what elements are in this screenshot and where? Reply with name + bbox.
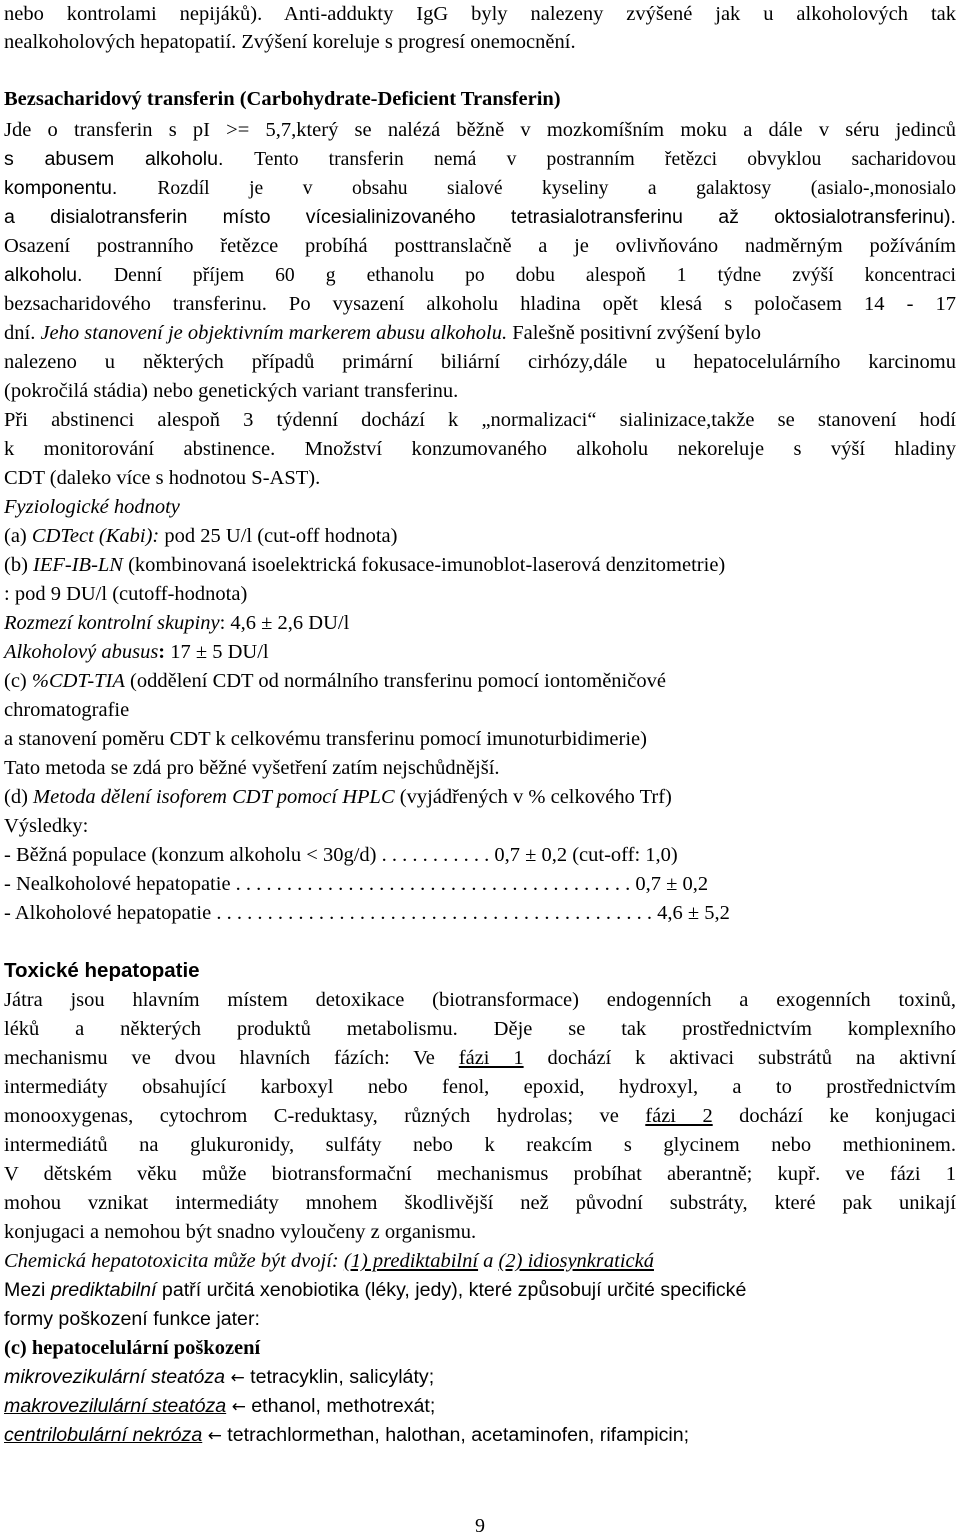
text-segment: pod 25 U/l (cut-off hodnota)	[159, 525, 398, 547]
text-segment: (c) hepatocelulární poškození	[4, 1337, 261, 1359]
text-line	[4, 1305, 260, 1333]
text-segment: mechanismu ve dvou hlavních fázích: Ve	[4, 1047, 459, 1069]
text-segment: - Běžná populace (konzum alkoholu < 30g/d) . . . . . . . . . . . 0,7 ± 0,2 (cut-off: 1,0)	[4, 844, 678, 866]
text-segment: dní.	[4, 322, 41, 344]
text-segment: chromatografie	[4, 699, 130, 721]
text-segment: Játra jsou hlavním místem detoxikace (biotransformace) endogenních a exogenních toxinů,	[4, 989, 956, 1011]
text-line	[4, 899, 730, 927]
text-line	[4, 957, 200, 985]
text-line	[4, 435, 956, 463]
text-segment: nalezeno u některých případů primární biliární cirhózy,dále u hepatocelulárního karcinomu	[4, 351, 956, 373]
text-segment: komponentu.	[4, 177, 158, 199]
text-line	[4, 870, 708, 898]
text-segment: (1) prediktabilní	[343, 1250, 479, 1272]
text-segment: nealkoholových hepatopatií. Zvýšení koreluje s progresí onemocnění.	[4, 31, 576, 53]
text-segment: tetracyklin, salicyláty;	[250, 1366, 435, 1388]
text-segment: Tento transferin nemá v postranním řetězci obvyklou sacharidovou	[254, 149, 956, 170]
text-segment: intermediáty obsahující karboxyl nebo fenol, epoxid, hydroxyl, a to prostřednictvím	[4, 1076, 956, 1098]
text-line	[4, 667, 666, 695]
text-line	[4, 1073, 956, 1101]
text-segment: Při abstinenci alespoň 3 týdenní dochází k „normalizaci“ sialinizace,takže se stanovení hodí	[4, 409, 956, 431]
text-line	[4, 203, 956, 231]
text-segment: Metoda dělení isoforem CDT pomocí HPLC	[33, 786, 395, 808]
text-segment: Tato metoda se zdá pro běžné vyšetření zatím nejschůdnější.	[4, 757, 500, 779]
text-line	[4, 1189, 956, 1217]
text-segment: Jde o transferin s pI >= 5,7,který se nalézá běžně v mozkomíšním moku a dále v séru jedinců	[4, 119, 956, 141]
text-line	[4, 522, 397, 550]
text-segment: mohou vznikat intermediáty mnohem škodlivější než původní substráty, které pak unikají	[4, 1192, 956, 1214]
text-segment: konjugaci a nemohou být snadno vyloučeny z organismu.	[4, 1221, 477, 1243]
text-segment: Mezi	[4, 1279, 51, 1301]
text-segment: nebo kontrolami nepijáků). Anti-addukty IgG byly nalezeny zvýšené jak u alkoholových tak	[4, 3, 956, 25]
text-line	[4, 812, 88, 840]
arrow-icon: ←	[226, 1397, 252, 1417]
text-line	[4, 377, 458, 405]
text-segment: Bezsacharidový transferin (Carbohydrate-Deficient Transferin)	[4, 88, 561, 110]
text-segment: fázi 2	[645, 1105, 713, 1127]
text-line	[4, 290, 956, 318]
text-segment: - Nealkoholové hepatopatie . . . . . . . . . . . . . . . . . . . . . . . . . . . . . . . . . . . . . . . 0,7 ± 0,2	[4, 873, 709, 895]
text-segment: : 4,6 ± 2,6 DU/l	[219, 612, 350, 634]
arrow-icon: ←	[202, 1426, 228, 1446]
text-segment: makrovezilulární steatóza	[4, 1395, 227, 1417]
text-segment: ethanol, methotrexát;	[251, 1395, 436, 1417]
text-segment: (vyjádřených v % celkového Trf)	[394, 786, 672, 808]
page-number: 9	[475, 1515, 485, 1537]
text-segment: Rozmezí kontrolní skupiny	[4, 612, 220, 634]
text-segment: Chemická hepatotoxicita může být dvojí:	[4, 1250, 344, 1272]
text-segment: (kombinovaná isoelektrická fokusace-imunoblot-laserová denzitometrie)	[122, 554, 726, 576]
text-segment: Osazení postranního řetězce probíhá posttranslačně a je ovlivňováno nadměrným požíváním	[4, 235, 956, 257]
text-segment: (c)	[4, 670, 32, 692]
text-segment: Toxické hepatopatie	[4, 959, 200, 982]
text-segment: (oddělení CDT od normálního transferinu pomocí iontoměničové	[124, 670, 666, 692]
text-segment: tetrachlormethan, halothan, acetaminofen, rifampicin;	[227, 1424, 690, 1446]
text-segment: k monitorování abstinence. Množství konzumovaného alkoholu nekoreluje s výší hladiny	[4, 438, 956, 460]
text-line	[4, 116, 956, 144]
text-segment: Fyziologické hodnoty	[4, 496, 180, 518]
text-line	[4, 1392, 435, 1421]
text-line	[4, 725, 647, 753]
text-segment: %CDT-TIA	[31, 670, 125, 692]
text-line	[4, 145, 956, 174]
text-segment: (pokročilá stádia) nebo genetických variant transferinu.	[4, 380, 459, 402]
text-segment: CDT (daleko více s hodnotou S-AST).	[4, 467, 321, 489]
text-line	[4, 261, 956, 290]
text-segment: patří určitá xenobiotika (léky, jedy), které způsobují určité specifické	[156, 1279, 747, 1301]
text-segment: léků a některých produktů metabolismu. Děje se tak prostřednictvím komplexního	[4, 1018, 956, 1040]
text-line	[4, 1334, 260, 1362]
text-line	[4, 551, 725, 579]
text-segment: Jeho stanovení je objektivním markerem abusu alkoholu.	[40, 322, 508, 344]
text-line	[4, 841, 678, 869]
text-line	[4, 232, 956, 260]
text-segment: prediktabilní	[50, 1279, 157, 1301]
text-line	[4, 1363, 434, 1392]
text-segment: CDTect (Kabi):	[31, 525, 160, 547]
text-line	[4, 1421, 689, 1450]
text-line	[4, 1160, 956, 1188]
text-segment: : pod 9 DU/l (cutoff-hodnota)	[4, 583, 248, 605]
text-line	[4, 638, 269, 666]
text-segment: a disialotransferin místo vícesialinizovaného tetrasialotransferinu až oktosialotransferinu).	[4, 206, 956, 228]
text-line	[4, 319, 761, 347]
text-segment: dochází ke konjugaci	[712, 1105, 956, 1127]
text-segment: Rozdíl je v obsahu sialové kyseliny a galaktosy (asialo-,monosialo	[157, 178, 957, 199]
text-line	[4, 609, 349, 637]
text-segment: fázi 1	[458, 1047, 524, 1069]
text-line	[4, 1247, 654, 1275]
text-line	[4, 0, 956, 28]
text-line	[4, 406, 956, 434]
text-segment: :	[158, 641, 166, 663]
text-line	[4, 174, 956, 203]
text-line	[4, 493, 180, 521]
text-line	[4, 28, 576, 56]
text-segment: 17 ± 5 DU/l	[165, 641, 269, 663]
text-segment: (2) idiosynkratická	[498, 1250, 654, 1272]
text-line	[4, 986, 956, 1014]
text-segment: Denní příjem 60 g ethanolu po dobu alespoň 1 týdne zvýší koncentraci	[114, 265, 956, 286]
text-line	[4, 696, 129, 724]
text-segment: alkoholu.	[4, 264, 115, 286]
text-line	[4, 348, 956, 376]
text-segment: bezsacharidového transferinu. Po vysazení alkoholu hladina opět klesá s poločasem 14 - 17	[4, 293, 956, 315]
text-segment: monooxygenas, cytochrom C-reduktasy, různých hydrolas; ve	[4, 1105, 646, 1127]
text-segment: Falešně positivní zvýšení bylo	[507, 322, 762, 344]
text-line	[4, 1276, 746, 1304]
text-segment: s abusem alkoholu.	[4, 148, 255, 170]
text-line	[4, 1015, 956, 1043]
text-line	[4, 580, 247, 608]
text-line	[4, 1102, 956, 1130]
text-segment: formy poškození funkce jater:	[4, 1308, 260, 1330]
text-segment: mikrovezikulární steatóza	[4, 1366, 226, 1388]
text-segment: IEF-IB-LN	[33, 554, 123, 576]
text-line	[4, 783, 672, 811]
text-segment: Výsledky:	[4, 815, 89, 837]
text-segment: (a)	[4, 525, 32, 547]
text-segment: V dětském věku může biotransformační mechanismus probíhat aberantně; kupř. ve fázi 1	[4, 1163, 956, 1185]
text-segment: a stanovení poměru CDT k celkovému transferinu pomocí imunoturbidimerie)	[4, 728, 647, 750]
text-line	[4, 1131, 956, 1159]
arrow-icon: ←	[225, 1368, 251, 1388]
text-segment: dochází k aktivaci substrátů na aktivní	[523, 1047, 956, 1069]
text-segment: - Alkoholové hepatopatie . . . . . . . . . . . . . . . . . . . . . . . . . . . . . . . . . . . . . . . . . . . 4,6 ± 5,2	[4, 902, 730, 924]
text-segment: Alkoholový abusus	[4, 641, 159, 663]
text-segment: centrilobulární nekróza	[4, 1424, 203, 1446]
text-line	[4, 1218, 476, 1246]
text-line	[4, 85, 561, 113]
text-segment: a	[478, 1250, 499, 1272]
text-line	[4, 754, 500, 782]
text-segment: intermediátů na glukuronidy, sulfáty nebo k reakcím s glycinem nebo methioninem.	[4, 1134, 956, 1156]
text-line	[4, 1044, 956, 1072]
text-segment: (b)	[4, 554, 34, 576]
text-line	[4, 464, 320, 492]
text-segment: (d)	[4, 786, 34, 808]
